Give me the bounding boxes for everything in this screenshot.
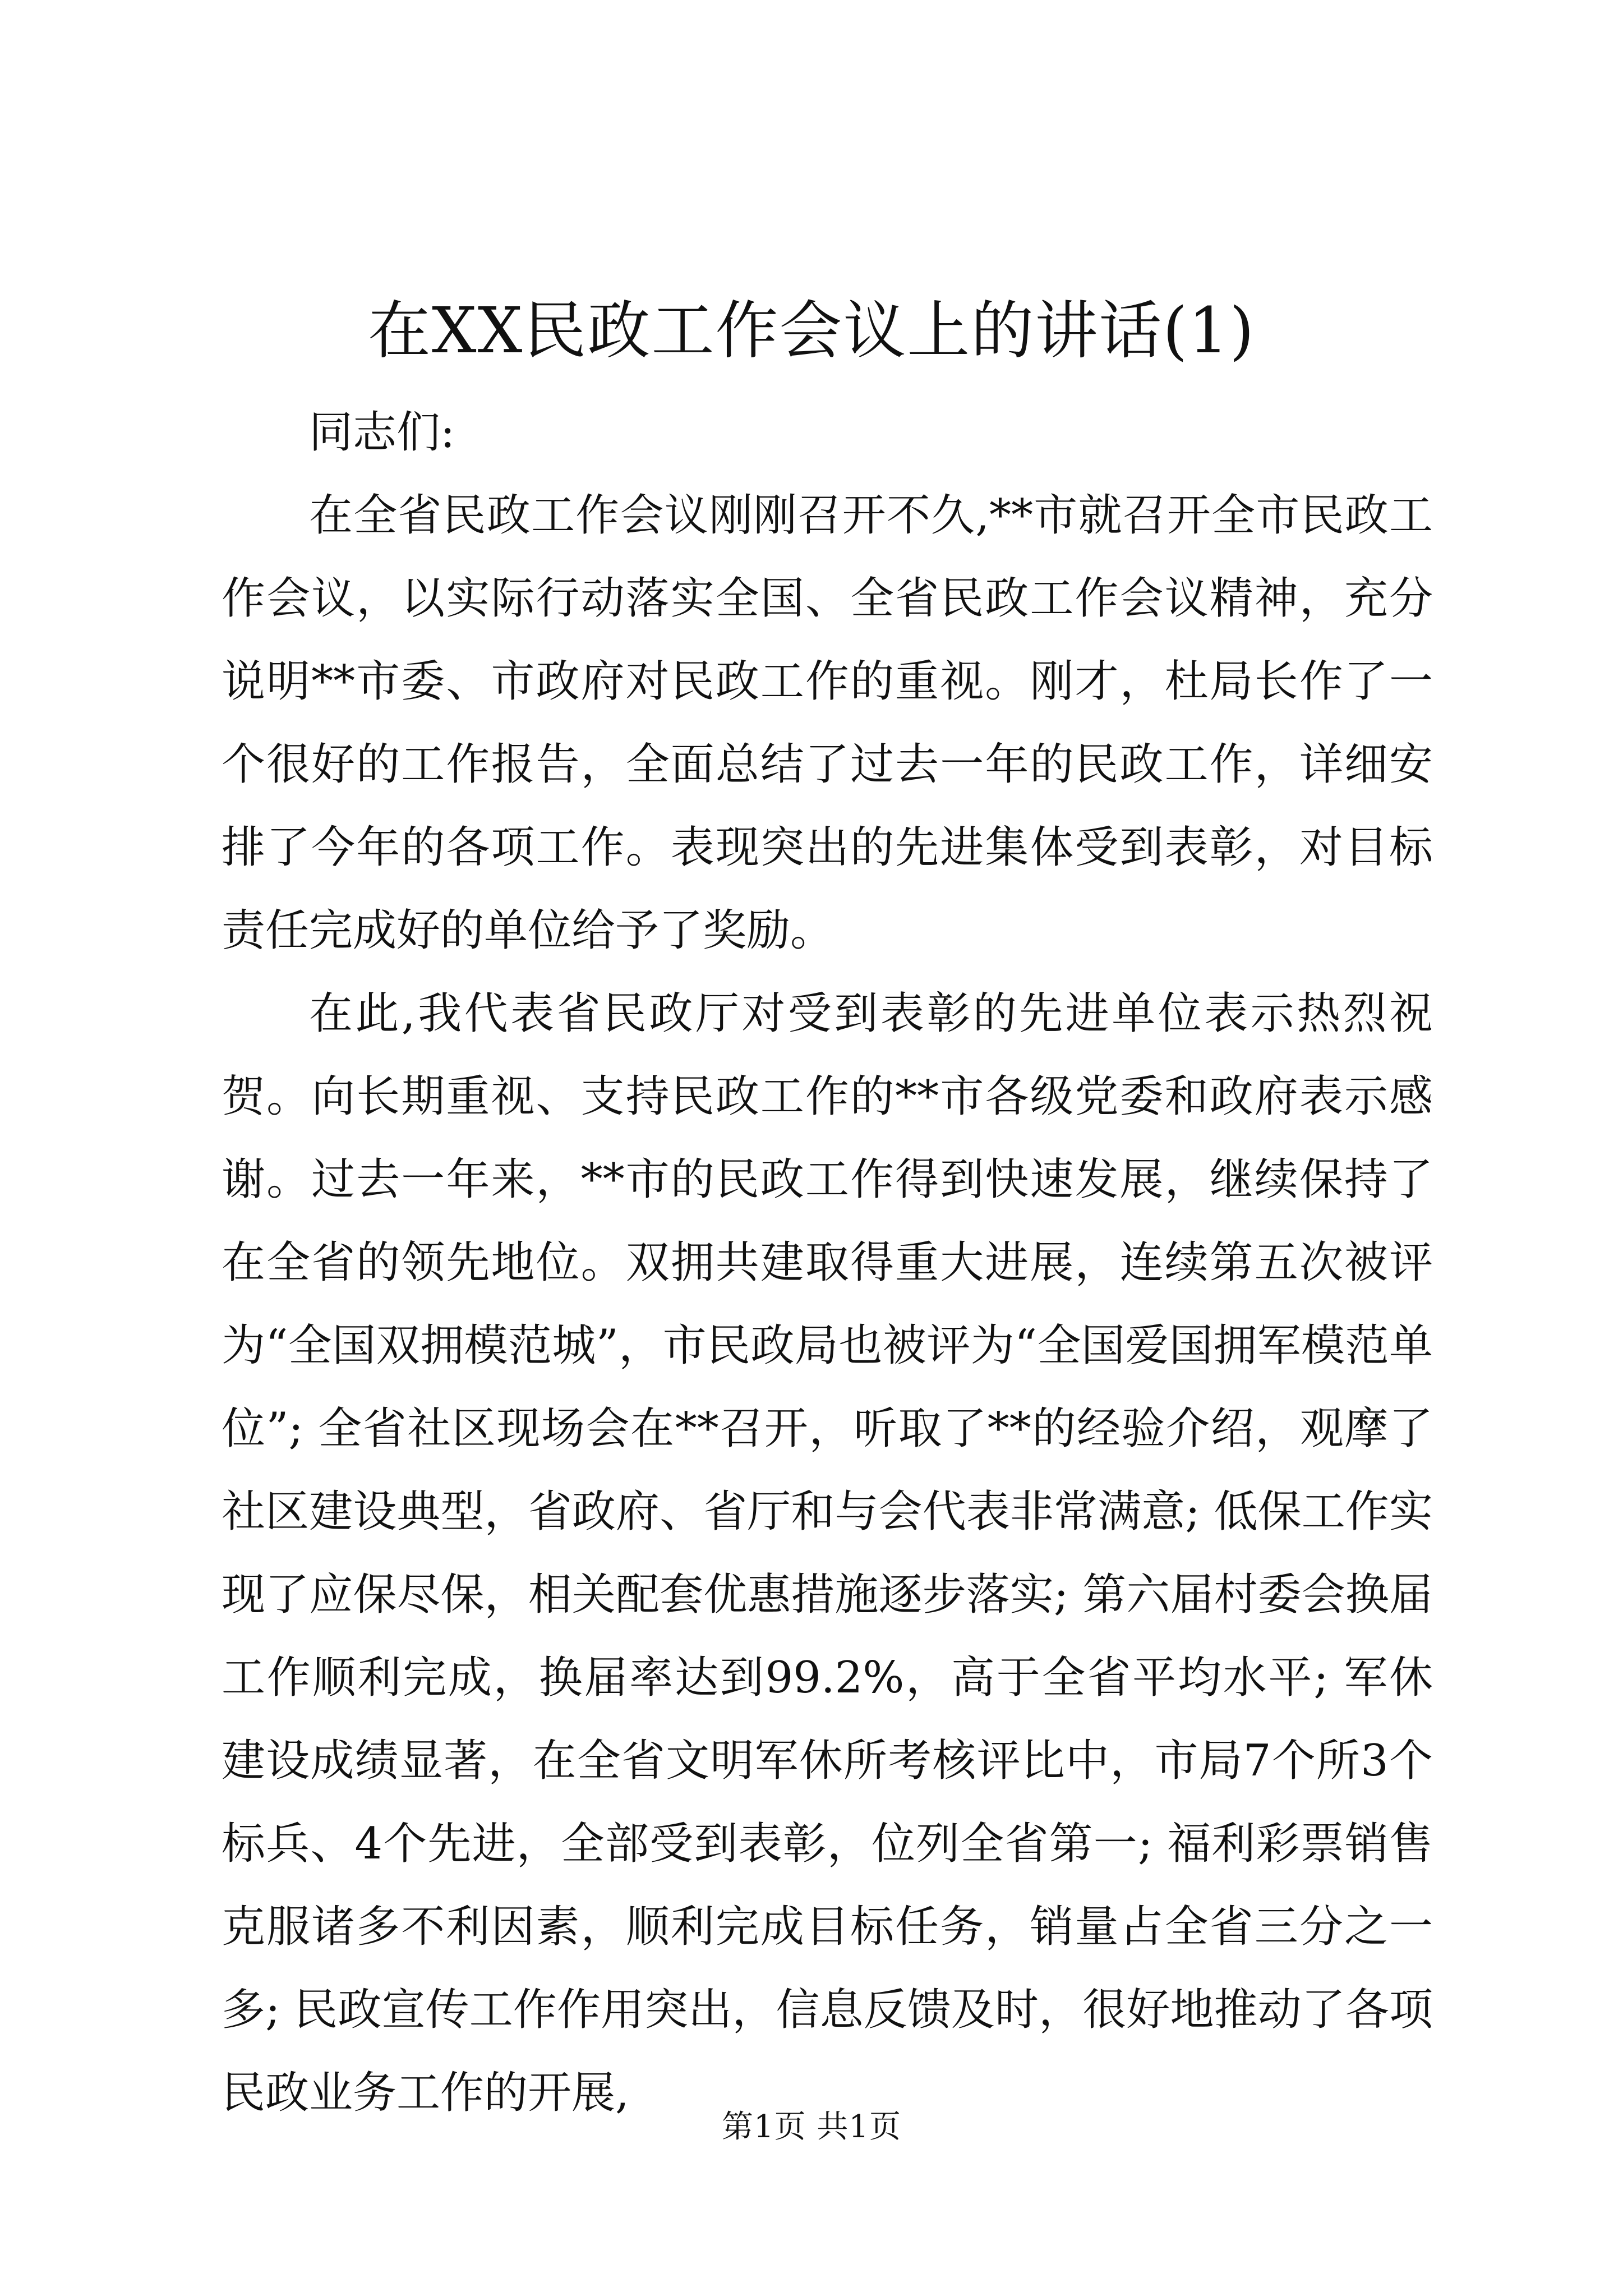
- document-title: 在XX民政工作会议上的讲话(1): [367, 295, 1256, 367]
- paragraph-2: 在此,我代表省民政厅对受到表彰的先进单位表示热烈祝贺。向长期重视、支持民政工作的**市各级党委和政府表示感谢。过去一年来，**市的民政工作得到快速发展，继续保持了在全省的领先地位。双拥共建取得重大进展，连续第五次被评为“全国双拥模范城”，市民政局也被评为“全国爱国拥军模范单位”; 全省社区现场会在**召开，听取了**的经验介绍，观摩了社区建设典型，省政府、省厅和与会代表非常满意; 低保工作实现了应保尽保，相关配套优惠措施逐步落实; 第六届村委会换届工作顺利完成，换届率达到99.2%，高于全省平均水平; 军休建设成绩显著，在全省文明军休所考核评比中，市局7个所3个标兵、4个先进，全部受到表彰，位列全省第一; 福利彩票销售克服诸多不利因素，顺利完成目标任务，销量占全省三分之一多; 民政宣传工作作用突出，信息反馈及时，很好地推动了各项民政业务工作的开展,: [222, 988, 1433, 2118]
- paragraph-1: 在全省民政工作会议刚刚召开不久,**市就召开全市民政工作会议，以实际行动落实全国、全省民政工作会议精神，充分说明**市委、市政府对民政工作的重视。刚才，杜局长作了一个很好的工作报告，全面总结了过去一年的民政工作，详细安排了今年的各项工作。表现突出的先进集体受到表彰，对目标责任完成好的单位给予了奖励。: [222, 490, 1433, 956]
- document-body: [222, 391, 1433, 2134]
- salutation: 同志们:: [309, 407, 455, 458]
- page-footer: 第1页 共1页: [721, 2109, 902, 2145]
